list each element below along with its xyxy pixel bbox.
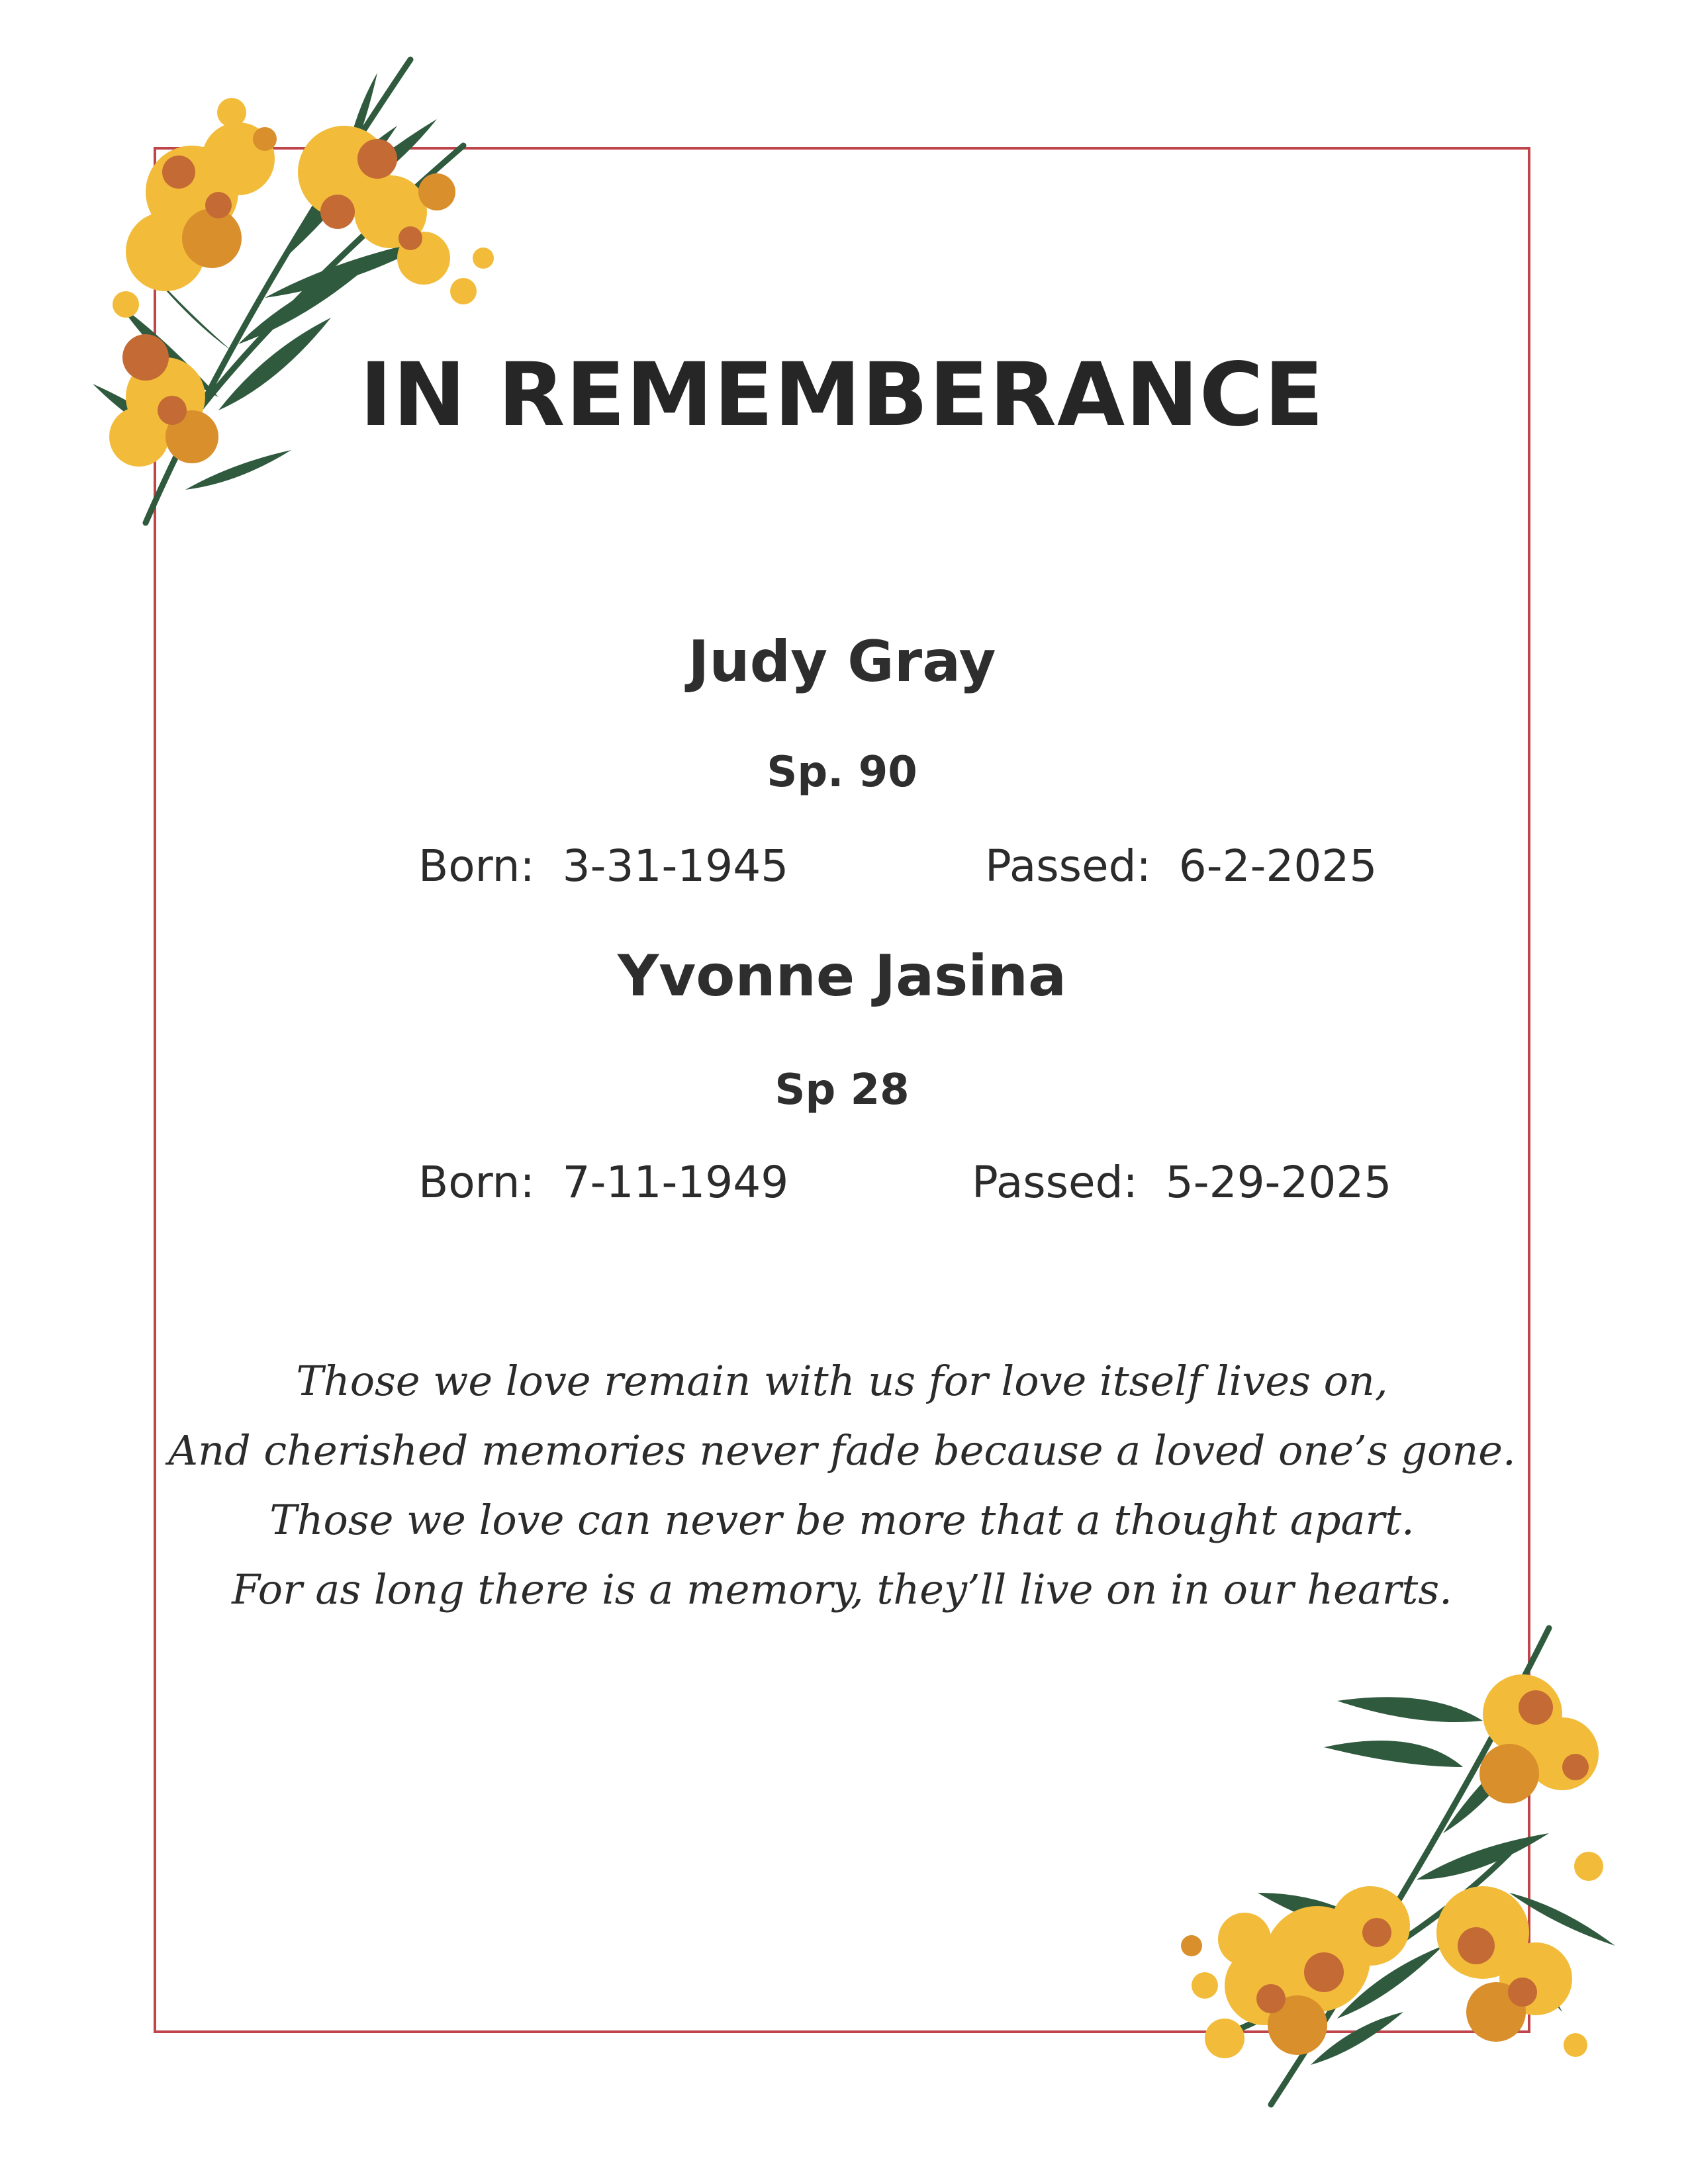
person-name: Yvonne Jasina: [617, 943, 1067, 1009]
born-label: Born:: [418, 841, 535, 891]
poem-line: Those we love remain with us for love itself lives on,: [296, 1357, 1388, 1405]
poem-line: Those we love can never be more that a thought apart.: [269, 1496, 1415, 1544]
passed-value: 5-29-2025: [1165, 1157, 1392, 1208]
passed-date: [985, 841, 1377, 891]
poem-line: And cherished memories never fade because a loved one’s gone.: [168, 1426, 1516, 1475]
mimosa-branch-icon: [66, 40, 530, 543]
person-sp: Sp. 90: [767, 748, 917, 797]
born-value: 7-11-1949: [562, 1157, 789, 1208]
mimosa-branch-icon: [1165, 1615, 1642, 2118]
born-date: [418, 841, 788, 891]
person-name: Judy Gray: [688, 629, 996, 695]
born-value: 3-31-1945: [562, 841, 789, 891]
person-sp: Sp 28: [774, 1066, 910, 1115]
poem-line: For as long there is a memory, they’ll live on in our hearts.: [232, 1565, 1452, 1614]
passed-label: Passed:: [972, 1157, 1138, 1208]
born-date: [418, 1157, 788, 1208]
passed-value: 6-2-2025: [1178, 841, 1378, 891]
page-title: IN REMEMBERANCE: [359, 344, 1325, 446]
born-label: Born:: [418, 1157, 535, 1208]
passed-date: [972, 1157, 1391, 1208]
passed-label: Passed:: [985, 841, 1151, 891]
